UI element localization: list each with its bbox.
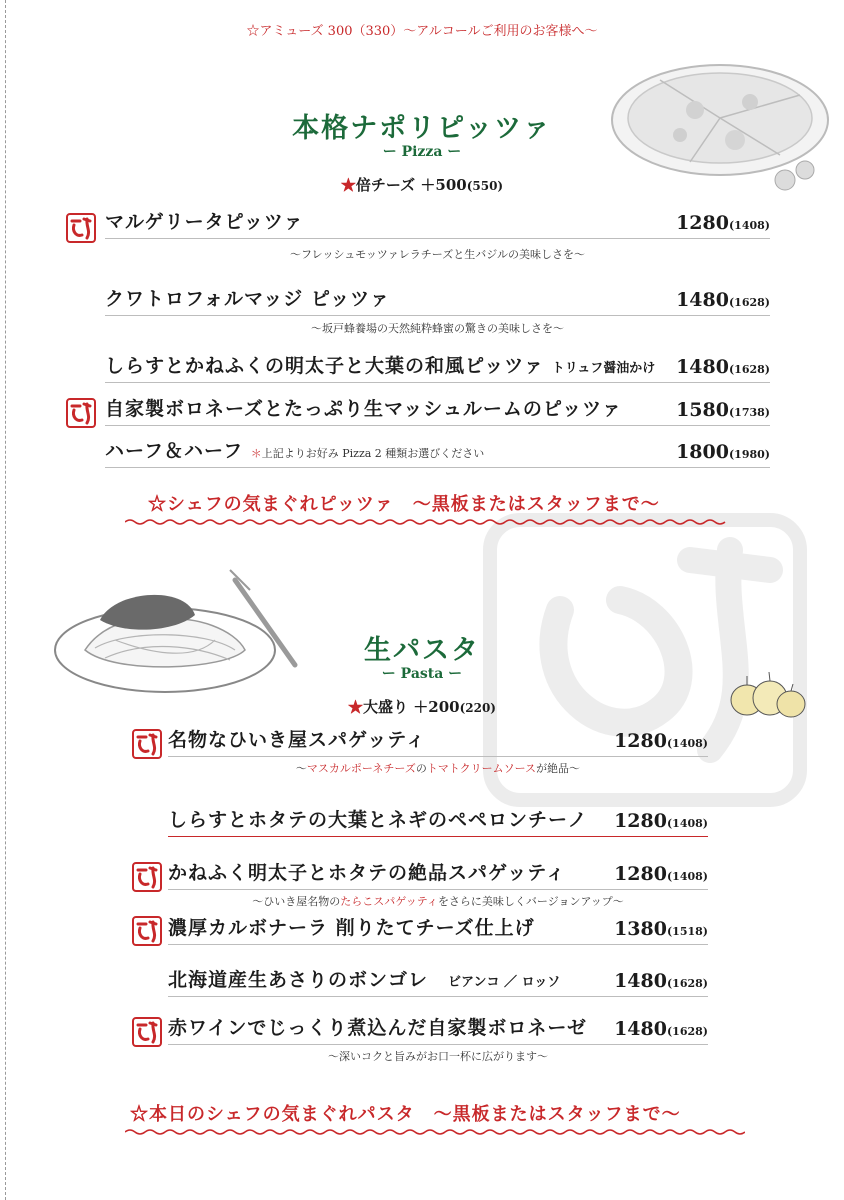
menu-item bbox=[105, 285, 770, 316]
amuse-notice: ☆アミューズ 300（330）～アルコールご利用のお客様へ～ bbox=[246, 24, 598, 39]
pasta-section-title: 生パスタ bbox=[364, 635, 480, 666]
item-name: ハーフ＆ハーフ ＊上記よりお好み Pizza 2 種類お選びください bbox=[105, 440, 485, 462]
menu-item bbox=[105, 395, 770, 426]
item-name: 赤ワインでじっくり煮込んだ自家製ボロネーゼ bbox=[168, 1017, 588, 1039]
item-price: 1380(1518) bbox=[614, 918, 708, 940]
pizza-section-subtitle: ー Pizza ー bbox=[382, 144, 462, 160]
menu-item bbox=[168, 806, 708, 837]
item-description: ～マスカルポーネチーズのトマトクリームソースが絶品～ bbox=[295, 762, 581, 775]
item-description: ～フレッシュモッツァレラチーズと生バジルの美味しさを～ bbox=[290, 248, 585, 261]
item-name: 自家製ボロネーズとたっぷり生マッシュルームのピッツァ bbox=[105, 398, 622, 420]
hiikiya-logo-icon bbox=[132, 916, 162, 946]
menu-item bbox=[168, 966, 708, 997]
menu-item bbox=[168, 859, 708, 890]
star-icon: ★ bbox=[340, 176, 356, 194]
option-tax: (220) bbox=[459, 701, 496, 715]
pizza-section-title: 本格ナポリピッツァ bbox=[292, 113, 552, 144]
pasta-option-large bbox=[0, 696, 844, 717]
menu-item bbox=[168, 726, 708, 757]
item-price: 1480(1628) bbox=[614, 970, 708, 992]
option-label: 倍チーズ ＋500 bbox=[355, 176, 467, 194]
menu-item bbox=[168, 914, 708, 945]
hiikiya-logo-icon bbox=[132, 729, 162, 759]
pasta-section-subtitle: ー Pasta ー bbox=[381, 666, 463, 682]
item-name: 名物なひいき屋スパゲッティ bbox=[168, 729, 426, 751]
menu-item bbox=[105, 437, 770, 468]
item-price: 1280(1408) bbox=[614, 863, 708, 885]
option-label: 大盛り ＋200 bbox=[363, 698, 460, 716]
star-icon: ★ bbox=[348, 698, 364, 716]
item-price: 1480(1628) bbox=[676, 356, 770, 378]
item-name: しらすとかねふくの明太子と大葉の和風ピッツァ トリュフ醤油かけ bbox=[105, 355, 656, 377]
item-description: ～ひいき屋名物のたらこスパゲッティをさらに美味しくバージョンアップ～ bbox=[252, 895, 624, 908]
item-price: 1280(1408) bbox=[676, 212, 770, 234]
item-name: しらすとホタテの大葉とネギのペペロンチーノ bbox=[168, 809, 588, 831]
menu-item bbox=[105, 208, 770, 239]
chef-special-pizza: ☆シェフの気まぐれピッツァ ～黒板またはスタッフまで～ bbox=[148, 494, 660, 515]
item-description: ～深いコクと旨みがお口一杯に広がります～ bbox=[328, 1050, 548, 1063]
item-name: マルゲリータピッツァ bbox=[105, 211, 304, 233]
item-price: 1280(1408) bbox=[614, 810, 708, 832]
item-name: 濃厚カルボナーラ 削りたてチーズ仕上げ bbox=[168, 917, 535, 939]
pizza-option-double-cheese bbox=[0, 174, 844, 195]
hiikiya-logo-icon bbox=[132, 862, 162, 892]
option-tax: (550) bbox=[466, 179, 504, 193]
item-description: ～坂戸蜂養場の天然純粋蜂蜜の驚きの美味しさを～ bbox=[311, 322, 564, 335]
item-price: 1800(1980) bbox=[676, 441, 770, 463]
chef-special-pasta: ☆本日のシェフの気まぐれパスタ ～黒板またはスタッフまで～ bbox=[130, 1104, 681, 1125]
hiikiya-logo-icon bbox=[132, 1017, 162, 1047]
item-price: 1480(1628) bbox=[614, 1018, 708, 1040]
item-price: 1580(1738) bbox=[676, 399, 770, 421]
item-name: かねふく明太子とホタテの絶品スパゲッティ bbox=[168, 862, 566, 884]
hiikiya-logo-icon bbox=[66, 398, 96, 428]
wavy-divider bbox=[125, 518, 730, 526]
menu-item bbox=[105, 352, 770, 383]
item-name: クワトロフォルマッジ ピッツァ bbox=[105, 288, 390, 310]
item-name: 北海道産生あさりのボンゴレ ビアンコ ／ ロッソ bbox=[168, 969, 561, 991]
wavy-divider bbox=[125, 1128, 745, 1136]
item-price: 1280(1408) bbox=[614, 730, 708, 752]
menu-item bbox=[168, 1014, 708, 1045]
item-price: 1480(1628) bbox=[676, 289, 770, 311]
hiikiya-logo-icon bbox=[66, 213, 96, 243]
